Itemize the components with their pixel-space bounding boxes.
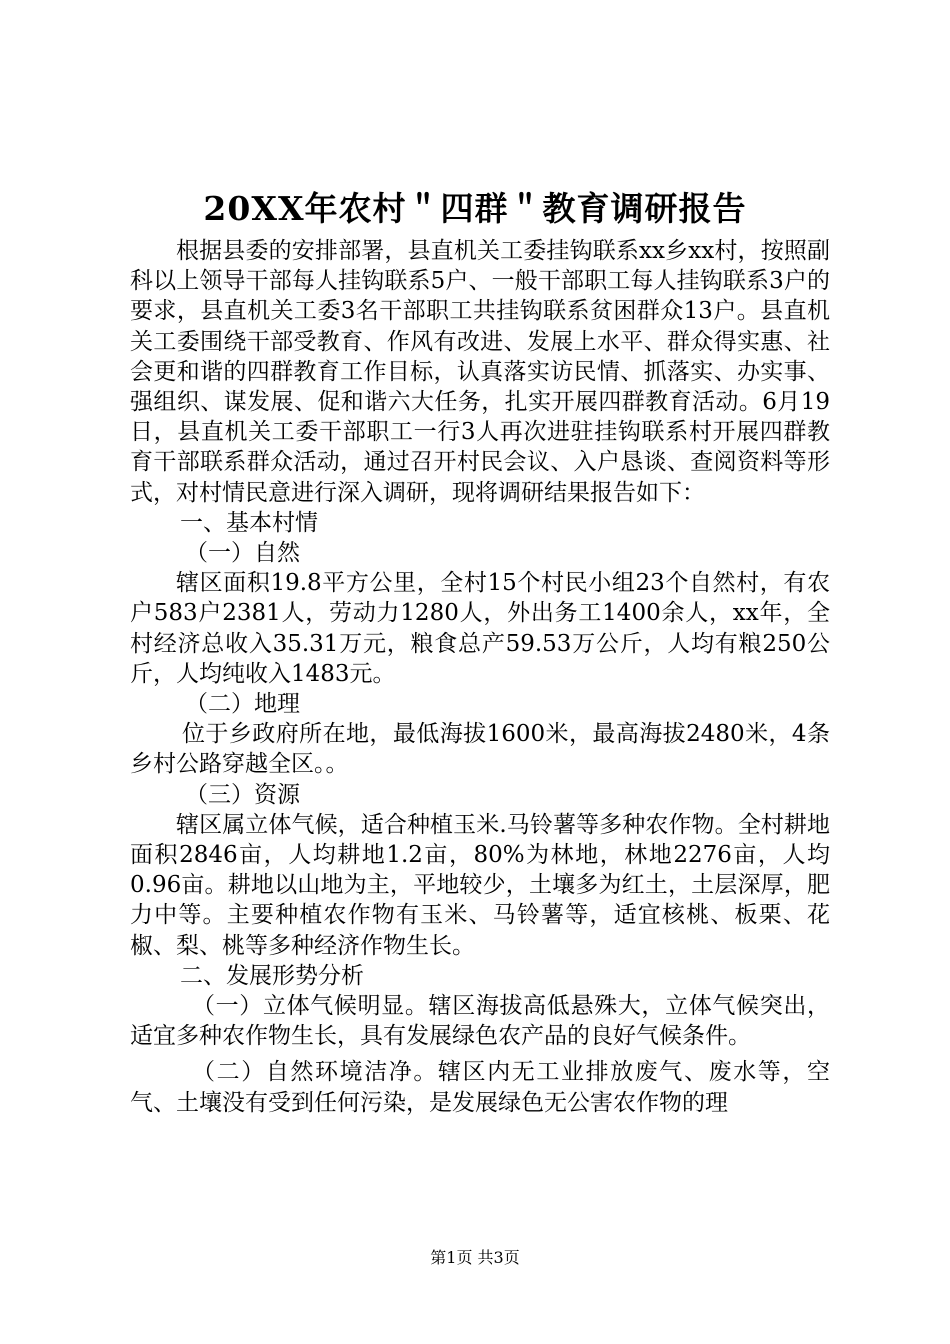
subsection-heading-resources: （三）资源 — [185, 781, 300, 808]
page-number-footer: 第1页 共3页 — [430, 1248, 520, 1267]
subsection-heading-geography: （二）地理 — [185, 691, 300, 718]
document-body — [130, 236, 830, 1118]
analysis-item-environment: （二）自然环境洁净。辖区内无工业排放废气、废水等，空气、土壤没有受到任何污染，是发展绿色无公害农作物的理 — [130, 1059, 830, 1116]
section-heading-analysis: 二、发展形势分析 — [180, 962, 364, 989]
intro-paragraph: 根据县委的安排部署，县直机关工委挂钩联系xx乡xx村，按照副科以上领导干部每人挂钩联系5户、一般干部职工每人挂钩联系3户的要求，县直机关工委3名干部职工共挂钩联系贫困群众13户。县直机关工委围绕干部受教育、作风有改进、发展上水平、群众得实惠、社会更和谐的四群教育工作目标，认真落实访民情、抓落实、办实事、强组织、谋发展、促和谐六大任务，扎实开展四群教育活动。6月19日，县直机关工委干部职工一行3人再次进驻挂钩联系村开展四群教育干部联系群众活动，通过召开村民会议、入户恳谈、查阅资料等形式，对村情民意进行深入调研，现将调研结果报告如下： — [130, 238, 830, 506]
nature-paragraph: 辖区面积19.8平方公里，全村15个村民小组23个自然村，有农户583户2381人，劳动力1280人，外出务工1400余人，xx年，全村经济总收入35.31万元，粮食总产59.53万公斤，人均有粮250公斤，人均纯收入1483元。 — [130, 570, 830, 687]
resources-paragraph: 辖区属立体气候，适合种植玉米.马铃薯等多种农作物。全村耕地面积2846亩，人均耕地1.2亩，80%为林地，林地2276亩，人均0.96亩。耕地以山地为主，平地较少，土壤多为红土，土层深厚，肥力中等。主要种植农作物有玉米、马铃薯等，适宜核桃、板栗、花椒、梨、桃等多种经济作物生长。 — [130, 811, 830, 959]
document-title: 20XX年农村＂四群＂教育调研报告 — [203, 189, 747, 228]
subsection-heading-nature: （一）自然 — [185, 540, 300, 567]
geography-paragraph: 位于乡政府所在地，最低海拔1600米，最高海拔2480米，4条乡村公路穿越全区。。 — [130, 721, 830, 778]
analysis-item-climate: （一）立体气候明显。辖区海拔高低悬殊大，立体气候突出，适宜多种农作物生长，具有发展绿色农产品的良好气候条件。 — [130, 993, 830, 1050]
section-heading-basic: 一、基本村情 — [180, 509, 318, 536]
